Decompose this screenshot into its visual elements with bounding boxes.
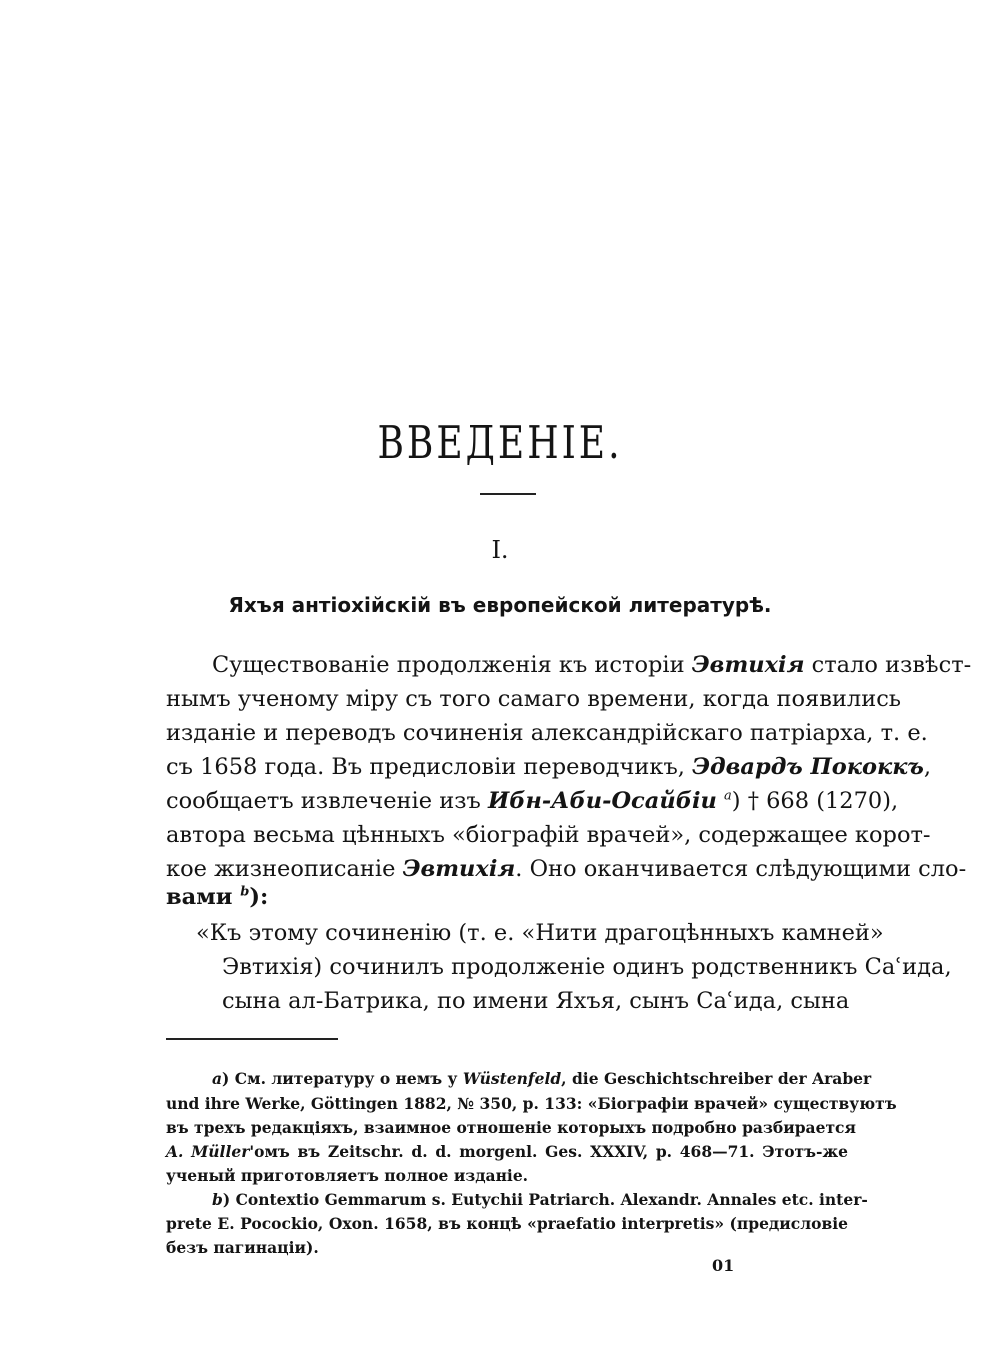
footnote-a-line-1: a) См. литературу о немъ у Wüstenfeld, die Geschichtschreiber der Araber [212, 1069, 872, 1088]
body-line-8: вами $^b$): [166, 884, 269, 910]
quote-line-3: сына ал-Батрика, по имени Яхъя, сынъ Саʿида, сына [222, 988, 850, 1014]
body-line-5: сообщаетъ извлеченіе изъ Ибн-Аби-Осайбіи $^a$) † 668 (1270), [166, 788, 899, 814]
footnote-a-line-3: въ трехъ редакціяхъ, взаимное отношеніе которыхъ подробно разбирается [166, 1118, 856, 1137]
footnote-ref-a: a [724, 788, 732, 804]
body-line-3: изданіе и переводъ сочиненія александрійскаго патріарха, т. е. [166, 720, 928, 746]
quote-line-2: Эвтихія) сочинилъ продолженіе одинъ родственникъ Саʿида, [222, 954, 952, 980]
title-divider [480, 493, 536, 495]
page-number: 01 [712, 1256, 735, 1275]
section-subtitle: Яхъя антіохійскій въ европейской литературѣ. [228, 593, 772, 617]
footnote-a-line-5: ученый приготовляетъ полное изданіе. [166, 1166, 529, 1185]
quote-line-1: «Къ этому сочиненію (т. е. «Нити драгоцѣнныхъ камней» [196, 920, 884, 946]
footnote-divider [166, 1038, 338, 1040]
section-number: I. [491, 536, 509, 564]
body-line-6: автора весьма цѣнныхъ «біографій врачей», содержащее корот- [166, 822, 931, 848]
footnote-a-line-2: und ihre Werke, Göttingen 1882, № 350, p. 133: «Біографіи врачей» существуютъ [166, 1094, 897, 1113]
page-title: ВВЕДЕНІЕ. [377, 418, 623, 470]
footnote-a-line-4: A. Müller'омъ въ Zeitschr. d. d. morgenl. Ges. XXXIV, p. 468—71. Этотъ-же [166, 1142, 848, 1161]
footnote-ref-b: b [240, 884, 250, 900]
footnote-b-line-3: безъ пагинаціи). [166, 1238, 319, 1257]
body-line-4: съ 1658 года. Въ предисловіи переводчикъ, Эдвардъ Пококкъ, [166, 754, 931, 780]
body-line-2: нымъ ученому міру съ того самаго времени, когда появились [166, 686, 902, 712]
body-line-7: кое жизнеописаніе Эвтихія. Оно оканчивается слѣдующими сло- [166, 856, 967, 882]
body-line-1: Существованіе продолженія къ исторіи Эвтихія стало извѣст- [212, 652, 972, 678]
footnote-b-line-2: prete E. Pocockio, Oxon. 1658, въ концѣ «praefatio interpretis» (предисловіе [166, 1214, 848, 1233]
footnote-b-line-1: b) Contextio Gemmarum s. Eutychii Patriarch. Alexandr. Annales etc. inter- [212, 1190, 868, 1209]
